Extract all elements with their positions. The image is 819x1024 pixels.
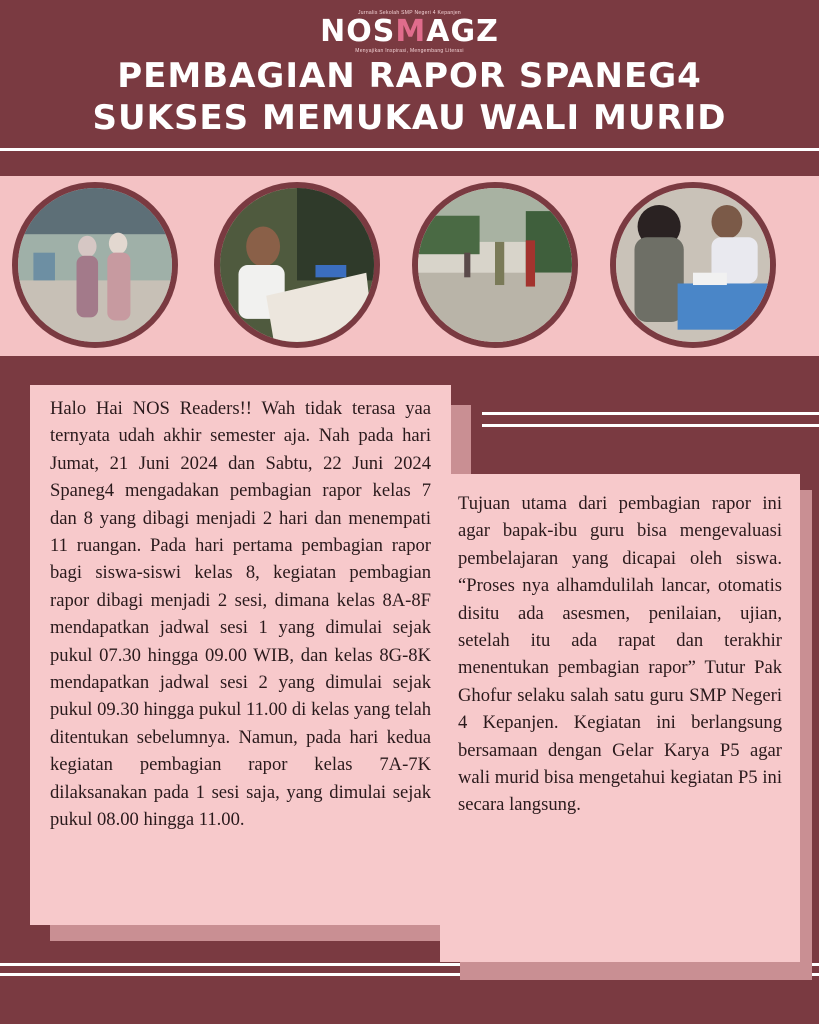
photo-parents-walking: [12, 182, 178, 348]
photo-teacher-desk: [610, 182, 776, 348]
article-left-column: Halo Hai NOS Readers!! Wah tidak terasa yaa ternyata udah akhir semester aja. Nah pada hari Jumat, 21 Juni 2024 dan Sabtu, 22 Juni 2024 Spaneg4 mengadakan pembagian rapor kelas 7 dan 8 yang dibagi menjadi 2 hari dan menempati 11 ruangan. Pada hari pertama pembagian rapor bagi siswa-siswi kelas 8, kegiatan pembagian rapor dibagi menjadi 2 sesi, dimana kelas 8A-8F mendapatkan jadwal sesi 1 yang dimulai sejak pukul 07.30 hingga 09.00 WIB, dan kelas 8G-8K mendapatkan jadwal sesi 2 yang dimulai sejak pukul 09.30 hingga pukul 11.00 di kelas yang telah ditentukan sebelumnya. Namun, pada hari kedua kegiatan pembagian rapor kelas 7A-7K dilaksanakan pada 1 sesi saja, yang dimulai sejak pukul 08.00 hingga 11.00.: [30, 385, 451, 925]
brand-name-part3: AGZ: [426, 14, 499, 49]
brand-name-part2: M: [395, 14, 427, 49]
title-line-1: PEMBAGIAN RAPOR SPANEG4: [117, 56, 702, 96]
brand-name: [0, 16, 819, 48]
title-line-2: SUKSES MEMUKAU WALI MURID: [92, 98, 727, 138]
brand-logo: [0, 10, 819, 54]
article-right-column: Tujuan utama dari pembagian rapor ini agar bapak-ibu guru bisa mengevaluasi pembelajaran yang dicapai oleh siswa. “Proses nya alhamdulilah lancar, otomatis disitu ada asesmen, penilaian, ujian, setelah itu ada rapat dan terakhir menentukan pembagian rapor” Tutur Pak Ghofur selaku salah satu guru SMP Negeri 4 Kepanjen. Kegiatan ini berlangsung bersamaan dengan Gelar Karya P5 agar wali murid bisa mengetahui kegiatan P5 ini secara langsung.: [440, 474, 800, 962]
divider-mid-1: [482, 412, 819, 415]
divider-mid-2: [482, 424, 819, 427]
brand-tagline: Jurnalis Sekolah SMP Negeri 4 Kepanjen: [357, 10, 462, 16]
photo-strip: [0, 176, 819, 356]
divider-top: [0, 148, 819, 151]
photo-school-yard: [412, 182, 578, 348]
photo-student-signing: [214, 182, 380, 348]
brand-name-part1: NOS: [320, 14, 396, 49]
brand-subtag: Menyajikan Inspirasi, Mengembang Literasi: [355, 48, 464, 54]
page-title: [0, 55, 819, 139]
